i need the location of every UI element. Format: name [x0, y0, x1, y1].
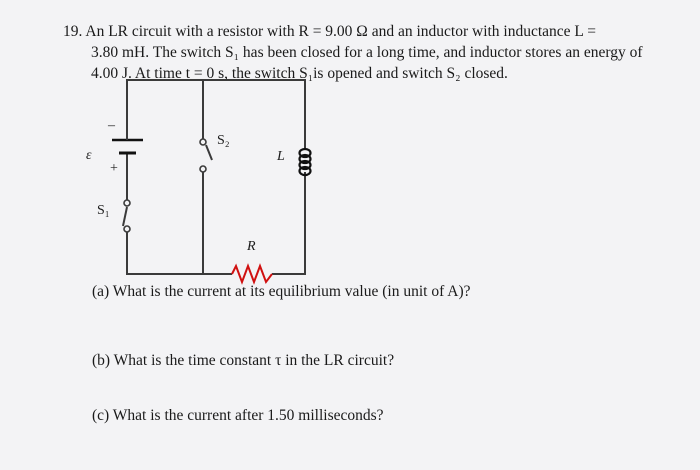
- switch-s2: [200, 139, 212, 172]
- switch-s1: [123, 200, 130, 232]
- s2-top-terminal: [200, 139, 206, 145]
- problem-line-1: 19. An LR circuit with a resistor with R = 9.00 Ω and an inductor with inductance L =: [63, 23, 596, 40]
- bottom-wire: [127, 232, 232, 274]
- battery-plus-label: +: [110, 161, 118, 176]
- question-b: (b) What is the time constant τ in the LR circuit?: [92, 352, 395, 369]
- right-wire: [272, 172, 305, 274]
- circuit-wires: [127, 80, 305, 274]
- s1-label: S₁: [97, 203, 110, 218]
- s1-top-terminal: [124, 200, 130, 206]
- resistor-label: R: [247, 239, 256, 254]
- question-a: (a) What is the current at its equilibrium value (in unit of A)?: [92, 283, 471, 300]
- emf-label: ε: [86, 148, 92, 163]
- problem-line-2: 3.80 mH. The switch S₁ has been closed for a long time, and inductor stores an energy of: [91, 44, 643, 61]
- s2-bottom-terminal: [200, 166, 206, 172]
- problem-line-3: 4.00 J. At time t = 0 s, the switch S₁is opened and switch S₂ closed.: [91, 65, 508, 82]
- inductor-coil: [300, 149, 311, 175]
- s1-blade: [123, 207, 127, 226]
- s2-blade: [206, 145, 212, 160]
- battery: [112, 112, 143, 153]
- battery-minus-label: –: [108, 118, 115, 133]
- question-c: (c) What is the current after 1.50 milliseconds?: [92, 407, 384, 424]
- resistor: [232, 266, 272, 282]
- s2-label: S₂: [217, 133, 230, 148]
- inductor-label: L: [277, 149, 285, 164]
- top-wire: [127, 80, 305, 150]
- s1-bottom-terminal: [124, 226, 130, 232]
